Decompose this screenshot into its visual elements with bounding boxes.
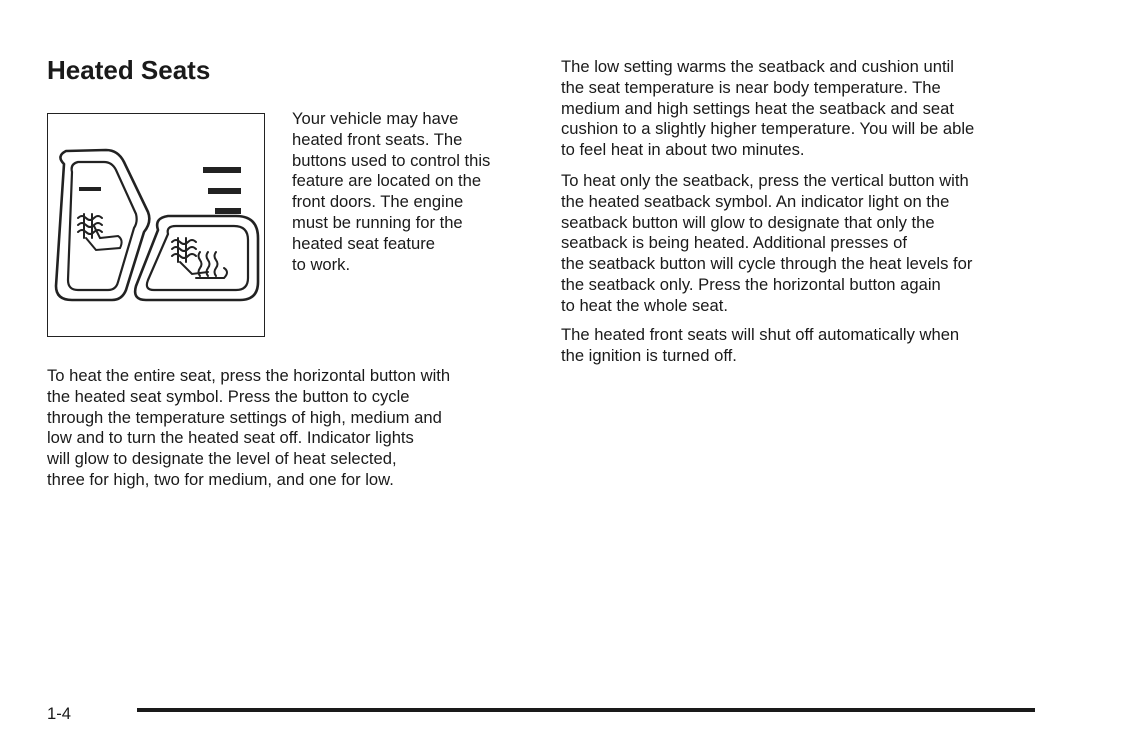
page-title: Heated Seats [47,55,211,85]
page-number: 1-4 [47,704,71,723]
whole-seat-button-icon [135,216,258,300]
shutoff-paragraph: The heated front seats will shut off automatically when the ignition is turned off. [561,325,960,365]
heated-seat-buttons-illustration [47,113,265,337]
low-setting-paragraph: The low setting warms the seatback and cushion until the seat temperature is near body temperature. The medium and high settings heat the seatback and seat cushion to a slightly higher temperature. You will be able to feel heat in about two minutes. [561,57,975,160]
intro-paragraph: Your vehicle may have heated front seats. The buttons used to control this feature are located on the front doors. The engine must be running for the heated seat feature to work. [292,109,491,274]
footer-rule [137,708,1035,712]
seatback-only-paragraph: To heat only the seatback, press the vertical button with the heated seatback symbol. An indicator light on the seatback button will glow to designate that only the seatback is being heated. Additional presses of the seatback button will cycle through the heat levels for the seatback only. Press the horizontal button again to heat the whole seat. [561,171,973,315]
heat-level-indicators-icon [203,167,241,214]
horizontal-button-paragraph: To heat the entire seat, press the horizontal button with the heated seat symbol. Press the button to cycle through the temperature settings of high, medium and low and to turn the heated seat off. Indicator lights will glow to designate the level of heat selected, three for high, two for medium, and one for low. [47,366,451,489]
seatback-button-icon [56,150,149,300]
